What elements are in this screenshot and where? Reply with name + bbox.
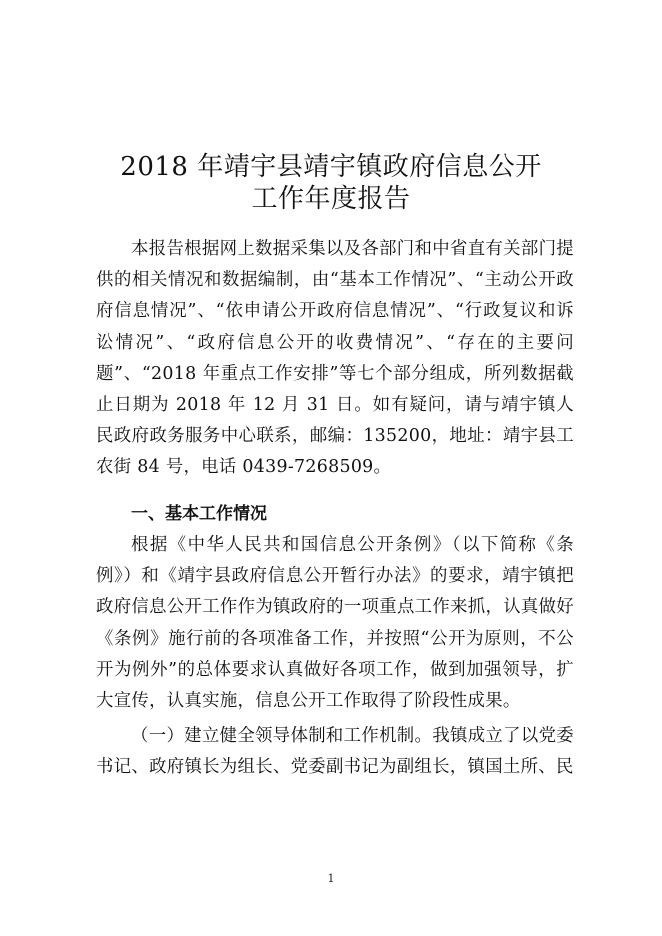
- leadership-paragraph: （一）建立健全领导体制和工作机制。我镇成立了以党委书记、政府镇长为组长、党委副书记为副组长，镇国土所、民: [96, 726, 574, 778]
- page-number: 1: [327, 872, 335, 885]
- report-title-line-1: 2018 年靖宇县靖宇镇政府信息公开: [120, 152, 542, 182]
- section-heading-basic-work: 一、基本工作情况: [131, 504, 267, 524]
- report-title-line-2: 工作年度报告: [251, 184, 411, 214]
- intro-paragraph: 本报告根据网上数据采集以及各部门和中省直有关部门提供的相关情况和数据编制，由“基本工作情况”、“主动公开政府信息情况”、“依申请公开政府信息情况”、“行政复议和诉讼情况”、“政府信息公开的收费情况”、“存在的主要问题”、“2018 年重点工作安排”等七个部分组成，所列数据截止日期为 2018 年 12 月 31 日。如有疑问，请与靖宇镇人民政府政务服务中心联系，邮编：135200，地址：靖宇县工农街 84 号，电话 0439-7268509。: [96, 239, 574, 478]
- basic-work-paragraph: 根据《中华人民共和国信息公开条例》（以下简称《条例》）和《靖宇县政府信息公开暂行办法》的要求，靖宇镇把政府信息公开工作作为镇政府的一项重点工作来抓，认真做好《条例》施行前的各项准备工作，并按照“公开为原则，不公开为例外”的总体要求认真做好各项工作，做到加强领导，扩大宣传，认真实施，信息公开工作取得了阶段性成果。: [96, 535, 574, 712]
